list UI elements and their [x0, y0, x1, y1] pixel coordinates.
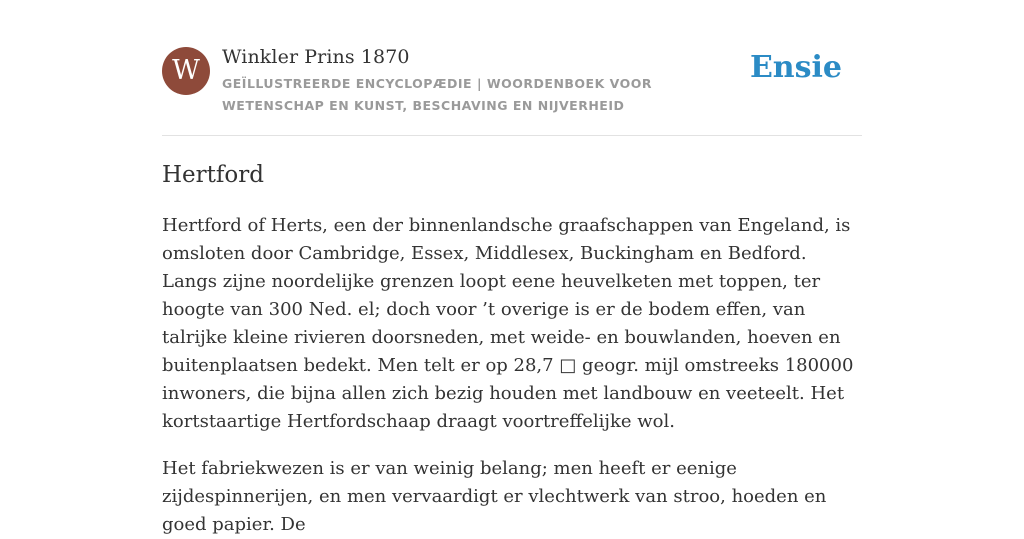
article-paragraph: Hertford of Herts, een der binnenlandsche graafschappen van Engeland, is omsloten door Cambridge, Essex, Middlesex, Buckingham en Bedford. Langs zijne noordelijke grenzen loopt eene heuvelketen met toppen, ter hoogte van 300 Ned. el; doch voor ’t overige is er de bodem effen, van talrijke kleine rivieren doorsneden, met weide- en bouwlanden, hoeven en buitenplaatsen bedekt. Men telt er op 28,7 □ geogr. mijl omstreeks 180000 inwoners, die bijna allen zich bezig houden met landbouw en veeteelt. Het kortstaartige Hertfordschaap draagt voortreffelijke wol.	[162, 215, 854, 432]
ensie-logo[interactable]: Ensie	[749, 50, 842, 85]
article-title: Hertford	[162, 162, 264, 188]
article-body	[162, 212, 862, 539]
source-avatar[interactable]: W	[162, 47, 210, 95]
page	[162, 0, 862, 539]
source-subtitle: GEÏLLUSTREERDE ENCYCLOPÆDIE | WOORDENBOEK VOOR WETENSCHAP EN KUNST, BESCHAVING EN NIJVERHEID	[222, 76, 652, 113]
article-paragraph: Het fabriekwezen is er van weinig belang; men heeft er eenige zijdespinnerijen, en men vervaardigt er vlechtwerk van stroo, hoeden en goed papier. De	[162, 458, 827, 535]
source-title[interactable]: Winkler Prins 1870	[222, 46, 410, 68]
source-header	[162, 46, 862, 136]
